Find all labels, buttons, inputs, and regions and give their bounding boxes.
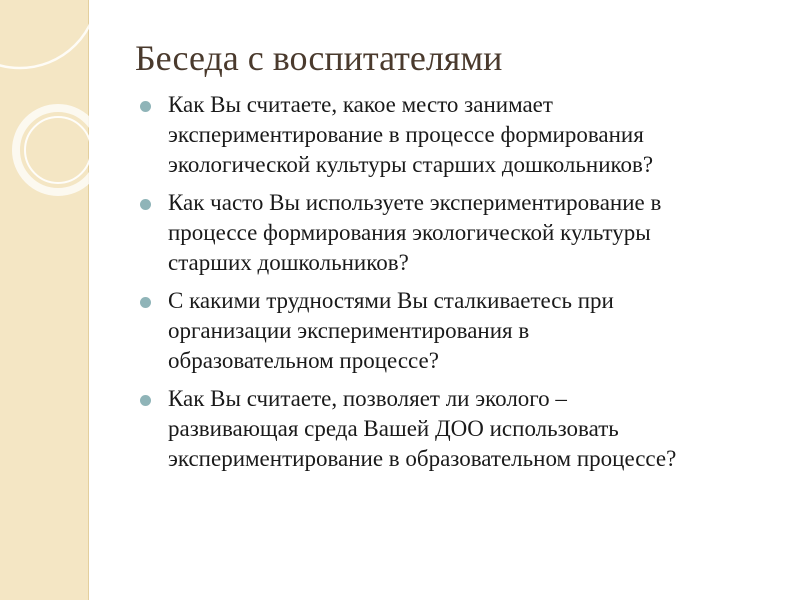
bullet-dot-icon bbox=[140, 297, 151, 308]
bullet-list bbox=[138, 90, 778, 482]
bullet-text: С какими трудностями Вы сталкиваетесь при организации экспериментирования в образовательном процессе? bbox=[168, 288, 614, 373]
bullet-item bbox=[138, 286, 778, 376]
bullet-item bbox=[138, 188, 778, 278]
bullet-dot-icon bbox=[140, 395, 151, 406]
large-ring bbox=[0, 0, 98, 68]
bullet-text: Как часто Вы используете экспериментирование в процессе формирования экологической культуры старших дошкольников? bbox=[168, 190, 662, 275]
medium-ring bbox=[16, 108, 100, 192]
bullet-text: Как Вы считаете, позволяет ли эколого – развивающая среда Вашей ДОО использовать экспериментирование в образовательном процессе? bbox=[168, 386, 677, 471]
bullet-item bbox=[138, 90, 778, 180]
slide-title: Беседа с воспитателями bbox=[135, 38, 503, 78]
bullet-text: Как Вы считаете, какое место занимает экспериментирование в процессе формирования экологической культуры старших дошкольников? bbox=[168, 92, 654, 177]
inner-ring bbox=[25, 117, 91, 183]
decorative-circles bbox=[0, 0, 120, 260]
bullet-dot-icon bbox=[140, 101, 151, 112]
bullet-dot-icon bbox=[140, 199, 151, 210]
bullet-item bbox=[138, 384, 778, 474]
